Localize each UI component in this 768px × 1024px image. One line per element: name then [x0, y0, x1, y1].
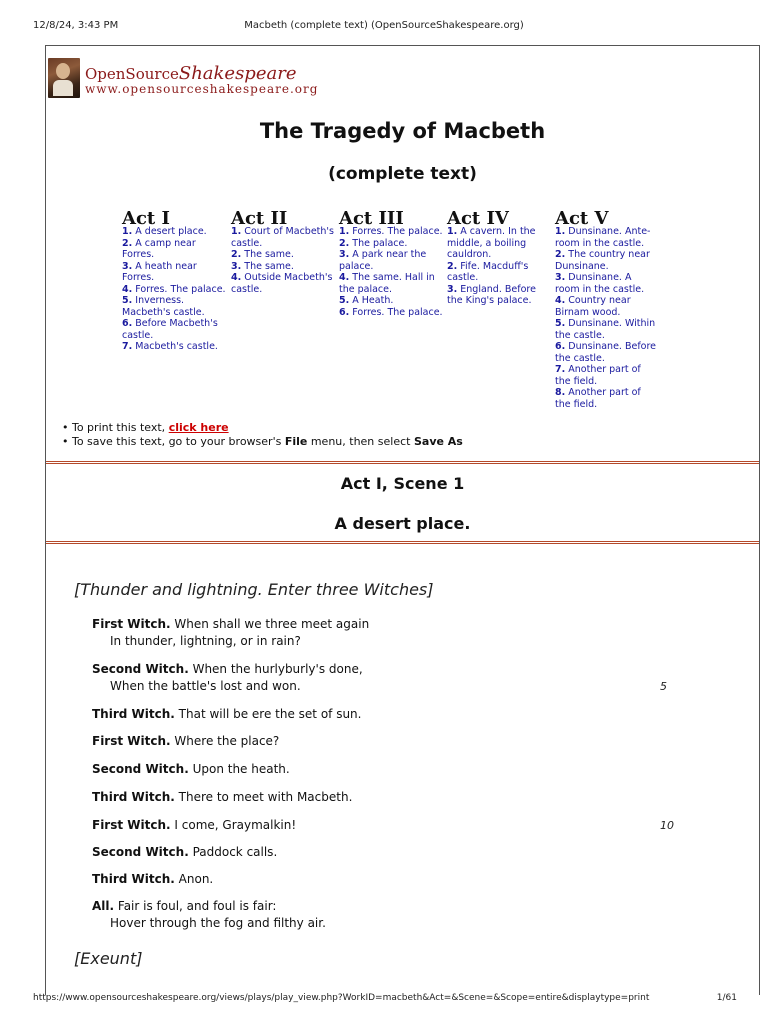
verse-line: When shall we three meet again [174, 617, 370, 631]
scene-link[interactable] [555, 318, 659, 341]
scene-number: 1. [447, 226, 458, 237]
verse-line: That will be ere the set of sun. [178, 707, 362, 721]
speech [92, 761, 290, 778]
scene-number: 1. [122, 226, 133, 237]
save-note-middle: menu, then select [307, 435, 414, 448]
scene-number: 2. [339, 237, 350, 249]
speaker-name: All. [92, 899, 115, 913]
speech [92, 733, 279, 750]
scene-name: A desert place. [135, 226, 207, 237]
scene-name: The same. [244, 260, 294, 272]
scene-number: 3. [122, 260, 133, 272]
scene-link[interactable] [339, 226, 443, 238]
scene-link[interactable] [339, 272, 443, 295]
scene-name: A park near the palace. [339, 249, 427, 272]
scene-number: 5. [339, 295, 350, 306]
scene-number: 1. [555, 226, 566, 237]
act-heading: Act V [555, 208, 609, 229]
scene-link[interactable] [339, 307, 443, 319]
scene-name: Forres. The palace. [135, 283, 226, 295]
scene-list [339, 226, 443, 318]
scene-name: Court of Macbeth's castle. [231, 226, 334, 249]
scene-number: 3. [447, 283, 458, 295]
scene-link[interactable] [339, 295, 443, 307]
scene-number: 5. [122, 295, 133, 306]
scene-link[interactable] [555, 341, 659, 364]
speech [92, 789, 352, 806]
scene-number: 2. [555, 249, 566, 260]
scene-list [447, 226, 551, 307]
scene-number: 8. [555, 387, 566, 398]
speech [92, 817, 296, 834]
scene-number: 1. [231, 226, 242, 237]
verse-line: There to meet with Macbeth. [178, 790, 353, 804]
scene-link[interactable] [555, 364, 659, 387]
verse-line: When the battle's lost and won. [110, 679, 301, 693]
stage-direction-open: [Thunder and lightning. Enter three Witches] [74, 580, 434, 599]
scene-name: The same. [244, 249, 294, 260]
act-column-4 [447, 210, 551, 307]
scene-name: Inverness. Macbeth's castle. [122, 295, 205, 318]
scene-link[interactable] [555, 226, 659, 249]
scene-number: 7. [122, 341, 133, 352]
section-divider [46, 541, 759, 544]
scene-name: Dunsinane. Within the castle. [555, 318, 656, 341]
scene-link[interactable] [122, 318, 226, 341]
act-heading: Act IV [447, 208, 509, 229]
scene-name: Dunsinane. Ante-room in the castle. [555, 226, 651, 249]
site-logo[interactable] [48, 58, 319, 100]
scene-number: 2. [231, 249, 242, 260]
page-frame [45, 45, 760, 995]
speaker-name: Second Witch. [92, 762, 189, 776]
act-column-2 [231, 210, 335, 295]
scene-name: The palace. [352, 237, 408, 249]
speech [92, 871, 213, 888]
section-divider [46, 461, 759, 464]
speaker-name: First Witch. [92, 617, 171, 631]
verse-line: Hover through the fog and filthy air. [110, 916, 326, 930]
scene-link[interactable] [447, 284, 551, 307]
print-link[interactable]: click here [168, 421, 229, 434]
save-as-label: Save As [413, 435, 463, 448]
speaker-name: Third Witch. [92, 872, 175, 886]
scene-link[interactable] [122, 341, 226, 353]
acts-index [46, 210, 759, 420]
act-heading: Act II [231, 208, 288, 229]
scene-link[interactable] [339, 249, 443, 272]
scene-name: The country near Dunsinane. [555, 249, 650, 272]
act-heading: Act III [339, 208, 404, 229]
speech [92, 898, 326, 932]
speech [92, 706, 361, 723]
play-subtitle: (complete text) [328, 164, 477, 184]
scene-number: 4. [339, 272, 350, 283]
save-note [62, 435, 463, 449]
file-menu-label: File [284, 435, 308, 448]
scene-number: 4. [555, 295, 566, 306]
scene-number: 1. [339, 226, 350, 237]
act-column-5 [555, 210, 659, 410]
print-note-text: • To print this text, [62, 421, 169, 434]
scene-name: Fife. Macduff's castle. [447, 260, 529, 283]
speech [92, 661, 363, 695]
scene-name: Outside Macbeth's castle. [231, 272, 333, 295]
scene-link[interactable] [231, 226, 335, 249]
scene-list [555, 226, 659, 410]
print-save-notes [62, 421, 463, 449]
scene-name: A heath near Forres. [122, 260, 197, 283]
scene-number: 2. [447, 260, 458, 272]
verse-line: In thunder, lightning, or in rain? [110, 634, 301, 648]
scene-number: 3. [339, 249, 350, 260]
scene-number: 7. [555, 364, 566, 375]
brand-plain: OpenSource [85, 65, 179, 83]
scene-link[interactable] [447, 226, 551, 261]
scene-link[interactable] [231, 261, 335, 273]
speaker-name: Second Witch. [92, 662, 189, 676]
scene-name: England. Before the King's palace. [447, 283, 536, 306]
verse-line: Upon the heath. [192, 762, 290, 776]
speaker-name: Third Witch. [92, 707, 175, 721]
act-heading: Act I [122, 208, 170, 229]
shakespeare-portrait-icon [48, 58, 80, 98]
speaker-name: First Witch. [92, 734, 171, 748]
site-url: www.opensourceshakespeare.org [85, 82, 319, 96]
scene-number: 4. [231, 272, 242, 283]
scene-link[interactable] [447, 261, 551, 284]
verse-line: Fair is foul, and foul is fair: [117, 899, 277, 913]
scene-name: A camp near Forres. [122, 237, 196, 260]
scene-link[interactable] [555, 272, 659, 295]
scene-number: 2. [122, 237, 133, 249]
scene-name: Country near Birnam wood. [555, 295, 631, 318]
scene-name: The same. Hall in the palace. [339, 272, 435, 295]
print-datetime: 12/8/24, 3:43 PM [33, 20, 119, 31]
stage-direction-close: [Exeunt] [74, 949, 143, 968]
verse-line: Paddock calls. [192, 845, 278, 859]
speech [92, 844, 277, 861]
verse-line: When the hurlyburly's done, [192, 662, 363, 676]
speaker-name: Third Witch. [92, 790, 175, 804]
print-page-number: 1/61 [716, 993, 737, 1003]
line-number: 5 [660, 680, 667, 693]
scene-link[interactable] [555, 387, 659, 410]
scene-name: Dunsinane. A room in the castle. [555, 272, 645, 295]
print-header [0, 20, 768, 34]
scene-number: 6. [339, 306, 350, 318]
scene-number: 6. [122, 318, 133, 329]
print-page-title: Macbeth (complete text) (OpenSourceShakespeare.org) [244, 20, 524, 31]
brand-italic: Shakespeare [178, 63, 297, 84]
scene-name: A cavern. In the middle, a boiling cauldron. [447, 226, 536, 260]
scene-name: A Heath. [352, 295, 394, 306]
scene-link[interactable] [122, 238, 226, 261]
scene-number: 3. [555, 272, 566, 283]
scene-number: 6. [555, 341, 566, 352]
scene-name: Forres. The palace. [352, 306, 443, 318]
speaker-name: First Witch. [92, 818, 171, 832]
scene-name: Another part of the field. [555, 387, 641, 410]
scene-link[interactable] [122, 226, 226, 238]
verse-line: I come, Graymalkin! [174, 818, 297, 832]
scene-name: Macbeth's castle. [135, 341, 218, 352]
scene-link[interactable] [122, 295, 226, 318]
print-url: https://www.opensourceshakespeare.org/views/plays/play_view.php?WorkID=macbeth&Act=&Scene=&Scope=entire&displaytype=print [33, 993, 650, 1003]
act-column-1 [122, 210, 226, 353]
scene-number: 5. [555, 318, 566, 329]
scene-name: Another part of the field. [555, 364, 641, 387]
scene-number: 3. [231, 260, 242, 272]
play-title: The Tragedy of Macbeth [259, 119, 546, 143]
speech [92, 616, 369, 650]
scene-link[interactable] [555, 295, 659, 318]
scene-name: Forres. The palace. [352, 226, 443, 237]
verse-line: Where the place? [174, 734, 280, 748]
scene-number: 4. [122, 283, 133, 295]
scene-link[interactable] [122, 284, 226, 296]
scene-list [122, 226, 226, 353]
speaker-name: Second Witch. [92, 845, 189, 859]
print-footer [0, 993, 768, 1007]
scene-list [231, 226, 335, 295]
save-note-text: • To save this text, go to your browser's [62, 435, 285, 448]
scene-link[interactable] [231, 272, 335, 295]
scene-link[interactable] [339, 238, 443, 250]
scene-name: Dunsinane. Before the castle. [555, 341, 657, 364]
scene-link[interactable] [122, 261, 226, 284]
brand-name [85, 63, 296, 84]
verse-line: Anon. [178, 872, 214, 886]
scene-location: A desert place. [334, 514, 471, 533]
scene-link[interactable] [231, 249, 335, 261]
scene-name: Before Macbeth's castle. [122, 318, 218, 341]
act-column-3 [339, 210, 443, 318]
scene-heading: Act I, Scene 1 [340, 474, 465, 493]
print-note [62, 421, 463, 435]
line-number: 10 [660, 819, 674, 832]
scene-link[interactable] [555, 249, 659, 272]
